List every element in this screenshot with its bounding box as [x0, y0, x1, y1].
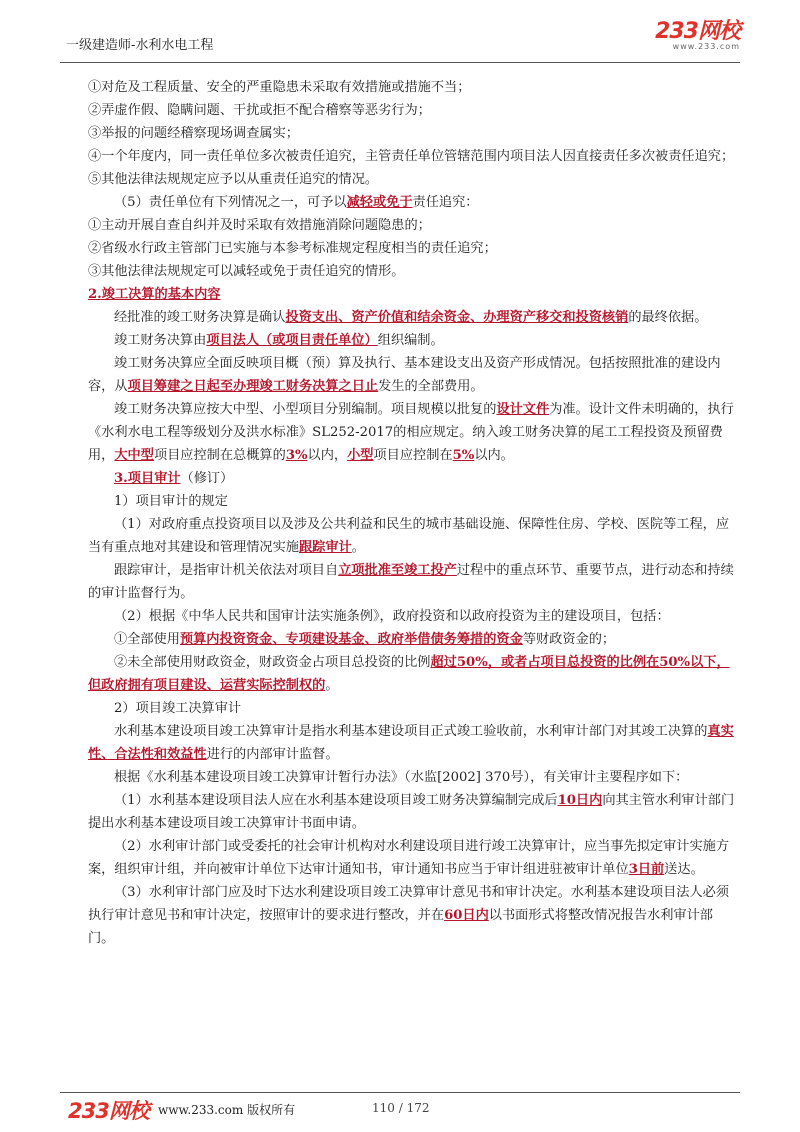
footer-copyright: www.233.com 版权所有 — [158, 1103, 296, 1117]
emphasis-text: 预算内投资资金、专项建设基金、政府举借债务筹措的资金 — [179, 632, 523, 647]
text-run: 经批准的竣工财务决算是确认 — [114, 310, 286, 325]
text-run: 。 — [351, 540, 365, 555]
paragraph — [88, 766, 736, 789]
paragraph — [88, 559, 736, 605]
page-number: 110 / 172 — [372, 1101, 430, 1115]
text-run: ①对危及工程质量、安全的严重隐患未采取有效措施或措施不当； — [88, 80, 471, 95]
text-run: ①全部使用 — [114, 632, 180, 647]
text-run: 根据《水利基本建设项目竣工决算审计暂行办法》（水监[2002] 370号），有关审计主要程序如下： — [114, 770, 689, 785]
logo-text: 233网校 — [655, 19, 740, 44]
paragraph — [88, 306, 736, 329]
emphasis-text: 3日前 — [628, 862, 665, 877]
text-run: （2）水利审计部门或受委托的社会审计机构对水利建设项目进行竣工决算审计，应当事先拟定审计实施方案，组织审计组，并向被审计单位下达审计通知书，审计通知书应当于审计组进驻被审计单位 — [88, 839, 730, 877]
text-run: 2）项目竣工决算审计 — [114, 701, 242, 716]
text-run: 项目应控制在 — [373, 448, 453, 463]
text-run: 等财政资金的； — [522, 632, 616, 647]
paragraph — [88, 789, 736, 835]
paragraph — [88, 881, 736, 950]
paragraph — [88, 720, 736, 766]
text-run: 1）项目审计的规定 — [114, 494, 228, 509]
emphasis-text: 减轻或免于 — [346, 195, 413, 210]
paragraph — [88, 76, 736, 99]
text-run: 过程中的重点环节、重要节点，进行动态和持续的审计监督行为。 — [88, 563, 734, 601]
text-run: 向其主管水利审计部门提出水利基本建设项目竣工决算审计书面申请。 — [88, 793, 735, 831]
paragraph — [88, 605, 736, 628]
text-run: 项目应控制在总概算的 — [153, 448, 286, 463]
text-run: （1）对政府重点投资项目以及涉及公共利益和民生的城市基础设施、保障性住房、学校、医院等工程，应当有重点地对其建设和管理情况实施 — [88, 517, 730, 555]
header-title: 一级建造师-水利水电工程 — [66, 38, 214, 53]
paragraph — [88, 191, 736, 214]
text-run: ②省级水行政主管部门已实施与本参考标准规定程度相当的责任追究； — [88, 241, 497, 256]
paragraph — [88, 145, 736, 168]
emphasis-text: 立项批准至竣工投产 — [338, 563, 457, 578]
logo-url: www.233.com — [672, 42, 740, 51]
paragraph — [88, 490, 736, 513]
text-run: ④一个年度内，同一责任单位多次被责任追究，主管责任单位管辖范围内项目法人因直接责任多次被责任追究； — [88, 149, 735, 164]
paragraph — [88, 283, 736, 306]
paragraph — [88, 513, 736, 559]
text-run: 以内， — [307, 448, 348, 463]
paragraph — [88, 398, 736, 467]
text-run: ①主动开展自查自纠并及时采取有效措施消除问题隐患的； — [88, 218, 431, 233]
text-run: （修订） — [180, 471, 234, 486]
paragraph — [88, 467, 736, 490]
footer-logo: 233网校 — [68, 1099, 149, 1123]
emphasis-text: 3.项目审计 — [114, 471, 181, 486]
paragraph — [88, 329, 736, 352]
emphasis-text: 10日内 — [557, 793, 603, 808]
paragraph — [88, 697, 736, 720]
emphasis-text: 真实性、合法性和效益性 — [88, 724, 734, 762]
paragraph — [88, 122, 736, 145]
emphasis-text: 大中型 — [114, 448, 154, 463]
text-run: （2）根据《中华人民共和国审计法实施条例》，政府投资和以政府投资为主的建设项目，包括： — [114, 609, 670, 624]
emphasis-text: 项目法人（或项目责任单位） — [206, 333, 378, 348]
text-run: （5）责任单位有下列情况之一，可予以 — [114, 195, 347, 210]
text-run: 。 — [325, 678, 339, 693]
text-run: 的最终依据。 — [628, 310, 708, 325]
paragraph — [88, 260, 736, 283]
paragraph — [88, 651, 736, 697]
text-run: 为准。设计文件未明确的，执行《水利水电工程等级划分及洪水标准》SL252-2017的相应规定。纳入竣工财务决算的尾工工程投资及预留费用， — [88, 402, 734, 463]
paragraph — [88, 214, 736, 237]
text-run: 跟踪审计，是指审计机关依法对项目自 — [114, 563, 339, 578]
brand-logo[interactable] — [655, 20, 740, 51]
text-run: 进行的内部审计监督。 — [206, 747, 339, 762]
text-run: 责任追究： — [412, 195, 479, 210]
emphasis-text: 超过50%，或者占项目总投资的比例在50%以下，但政府拥有项目建设、运营实际控制权的 — [88, 655, 730, 693]
page-header — [60, 18, 740, 63]
text-run: 发生的全部费用。 — [378, 379, 484, 394]
document-body — [88, 76, 736, 950]
emphasis-text: 3% — [285, 448, 308, 463]
text-run: 竣工财务决算应按大中型、小型项目分别编制。项目规模以批复的 — [114, 402, 497, 417]
text-run: ②弄虚作假、隐瞒问题、干扰或拒不配合稽察等恶劣行为； — [88, 103, 431, 118]
text-run: （3）水利审计部门应及时下达水利建设项目竣工决算审计意见书和审计决定。水利基本建设项目法人必须执行审计意见书和审计决定，按照审计的要求进行整改，并在 — [88, 885, 730, 923]
text-run: ③举报的问题经稽察现场调查属实； — [88, 126, 299, 141]
text-run: 送达。 — [664, 862, 704, 877]
text-run: （1）水利基本建设项目法人应在水利基本建设项目竣工财务决算编制完成后 — [114, 793, 558, 808]
emphasis-text: 60日内 — [444, 908, 489, 923]
paragraph — [88, 835, 736, 881]
paragraph — [88, 237, 736, 260]
text-run: ③其他法律法规规定可以减轻或免于责任追究的情形。 — [88, 264, 405, 279]
paragraph — [88, 628, 736, 651]
emphasis-text: 5% — [452, 448, 475, 463]
text-run: 以书面形式将整改情况报告水利审计部门。 — [88, 908, 713, 946]
emphasis-text: 跟踪审计 — [299, 540, 352, 555]
text-run: ⑤其他法律法规规定应予以从重责任追究的情况。 — [88, 172, 379, 187]
emphasis-text: 2.竣工决算的基本内容 — [88, 287, 221, 302]
emphasis-text: 项目筹建之日起至办理竣工财务决算之日止 — [127, 379, 379, 394]
text-run: 竣工财务决算由 — [114, 333, 207, 348]
emphasis-text: 小型 — [347, 448, 374, 463]
text-run: 水利基本建设项目竣工决算审计是指水利基本建设项目正式竣工验收前，水利审计部门对其竣工决算的 — [114, 724, 708, 739]
text-run: 组织编制。 — [377, 333, 444, 348]
text-run: 以内。 — [474, 448, 514, 463]
emphasis-text: 投资支出、资产价值和结余资金、办理资产移交和投资核销 — [285, 310, 629, 325]
paragraph — [88, 352, 736, 398]
page-footer — [60, 1092, 740, 1121]
paragraph — [88, 168, 736, 191]
text-run: 竣工财务决算应全面反映项目概（预）算及执行、基本建设支出及资产形成情况。包括按照批准的建设内容，从 — [88, 356, 721, 394]
text-run: ②未全部使用财政资金，财政资金占项目总投资的比例 — [114, 655, 431, 670]
paragraph — [88, 99, 736, 122]
emphasis-text: 设计文件 — [496, 402, 550, 417]
